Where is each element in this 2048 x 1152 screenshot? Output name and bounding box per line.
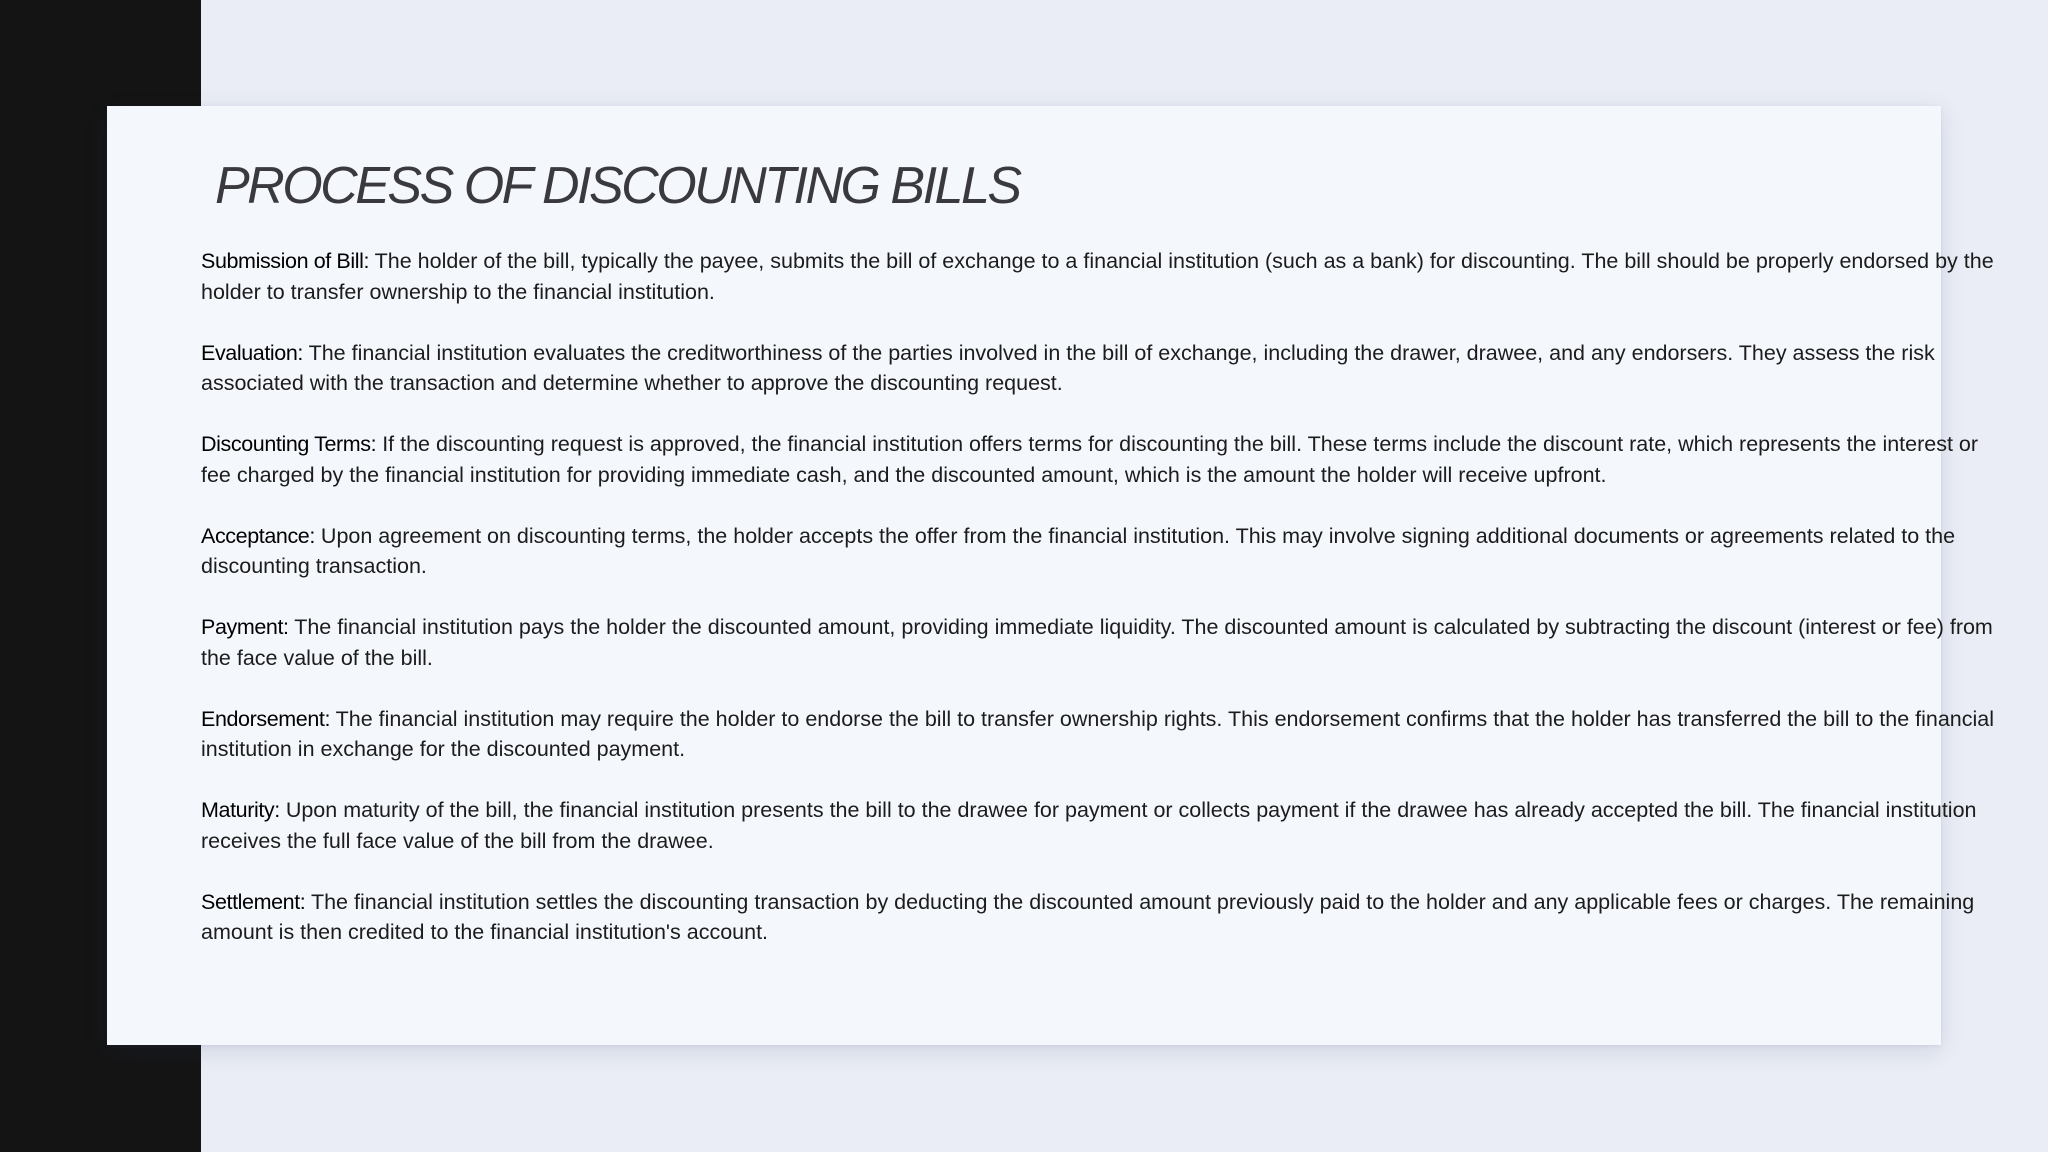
step-payment — [201, 612, 2001, 673]
step-description: The financial institution evaluates the creditworthiness of the parties involved in the bill of exchange, including the drawer, drawee, and any endorsers. They assess the risk associated with the transaction and determine whether to approve the discounting request. — [201, 340, 1935, 395]
step-discounting-terms — [201, 429, 2001, 490]
step-term: Submission of Bill: — [201, 249, 370, 273]
process-steps-list — [201, 246, 2001, 978]
step-submission-of-bill — [201, 246, 2001, 307]
step-settlement — [201, 887, 2001, 948]
step-term: Evaluation: — [201, 340, 303, 365]
slide-title: PROCESS OF DISCOUNTING BILLS — [215, 157, 1020, 215]
step-term: Maturity: — [201, 798, 280, 822]
step-term: Settlement: — [201, 889, 306, 914]
step-description: Upon maturity of the bill, the financial institution presents the bill to the drawee for payment or collects payment if the drawee has already accepted the bill. The financial institution receives the full face value of the bill from the drawee. — [201, 798, 1977, 853]
step-term: Payment: — [201, 615, 289, 639]
step-description: The financial institution settles the discounting transaction by deducting the discounted amount previously paid to the holder and any applicable fees or charges. The remaining amount is then credited to the financial institution's account. — [201, 889, 1975, 944]
step-description: The financial institution may require the holder to endorse the bill to transfer ownership rights. This endorsement confirms that the holder has transferred the bill to the financial institution in exchange for the discounted payment. — [201, 706, 1995, 761]
step-description: The financial institution pays the holder the discounted amount, providing immediate liquidity. The discounted amount is calculated by subtracting the discount (interest or fee) from the face value of the bill. — [201, 615, 1993, 670]
step-term: Endorsement: — [201, 706, 331, 731]
step-description: If the discounting request is approved, the financial institution offers terms for discounting the bill. These terms include the discount rate, which represents the interest or fee charged by the financial institution for providing immediate cash, and the discounted amount, which is the amount the holder will receive upfront. — [201, 432, 1979, 487]
step-maturity — [201, 795, 2001, 856]
slide-card — [107, 106, 1995, 1045]
step-endorsement — [201, 704, 2001, 765]
step-description: The holder of the bill, typically the payee, submits the bill of exchange to a financial institution (such as a bank) for discounting. The bill should be properly endorsed by the holder to transfer ownership to the financial institution. — [201, 249, 1994, 304]
step-acceptance — [201, 521, 2001, 582]
step-term: Discounting Terms: — [201, 432, 377, 456]
step-description: Upon agreement on discounting terms, the holder accepts the offer from the financial institution. This may involve signing additional documents or agreements related to the discounting transaction. — [201, 523, 1956, 578]
step-evaluation — [201, 338, 2001, 399]
step-term: Acceptance: — [201, 523, 315, 548]
